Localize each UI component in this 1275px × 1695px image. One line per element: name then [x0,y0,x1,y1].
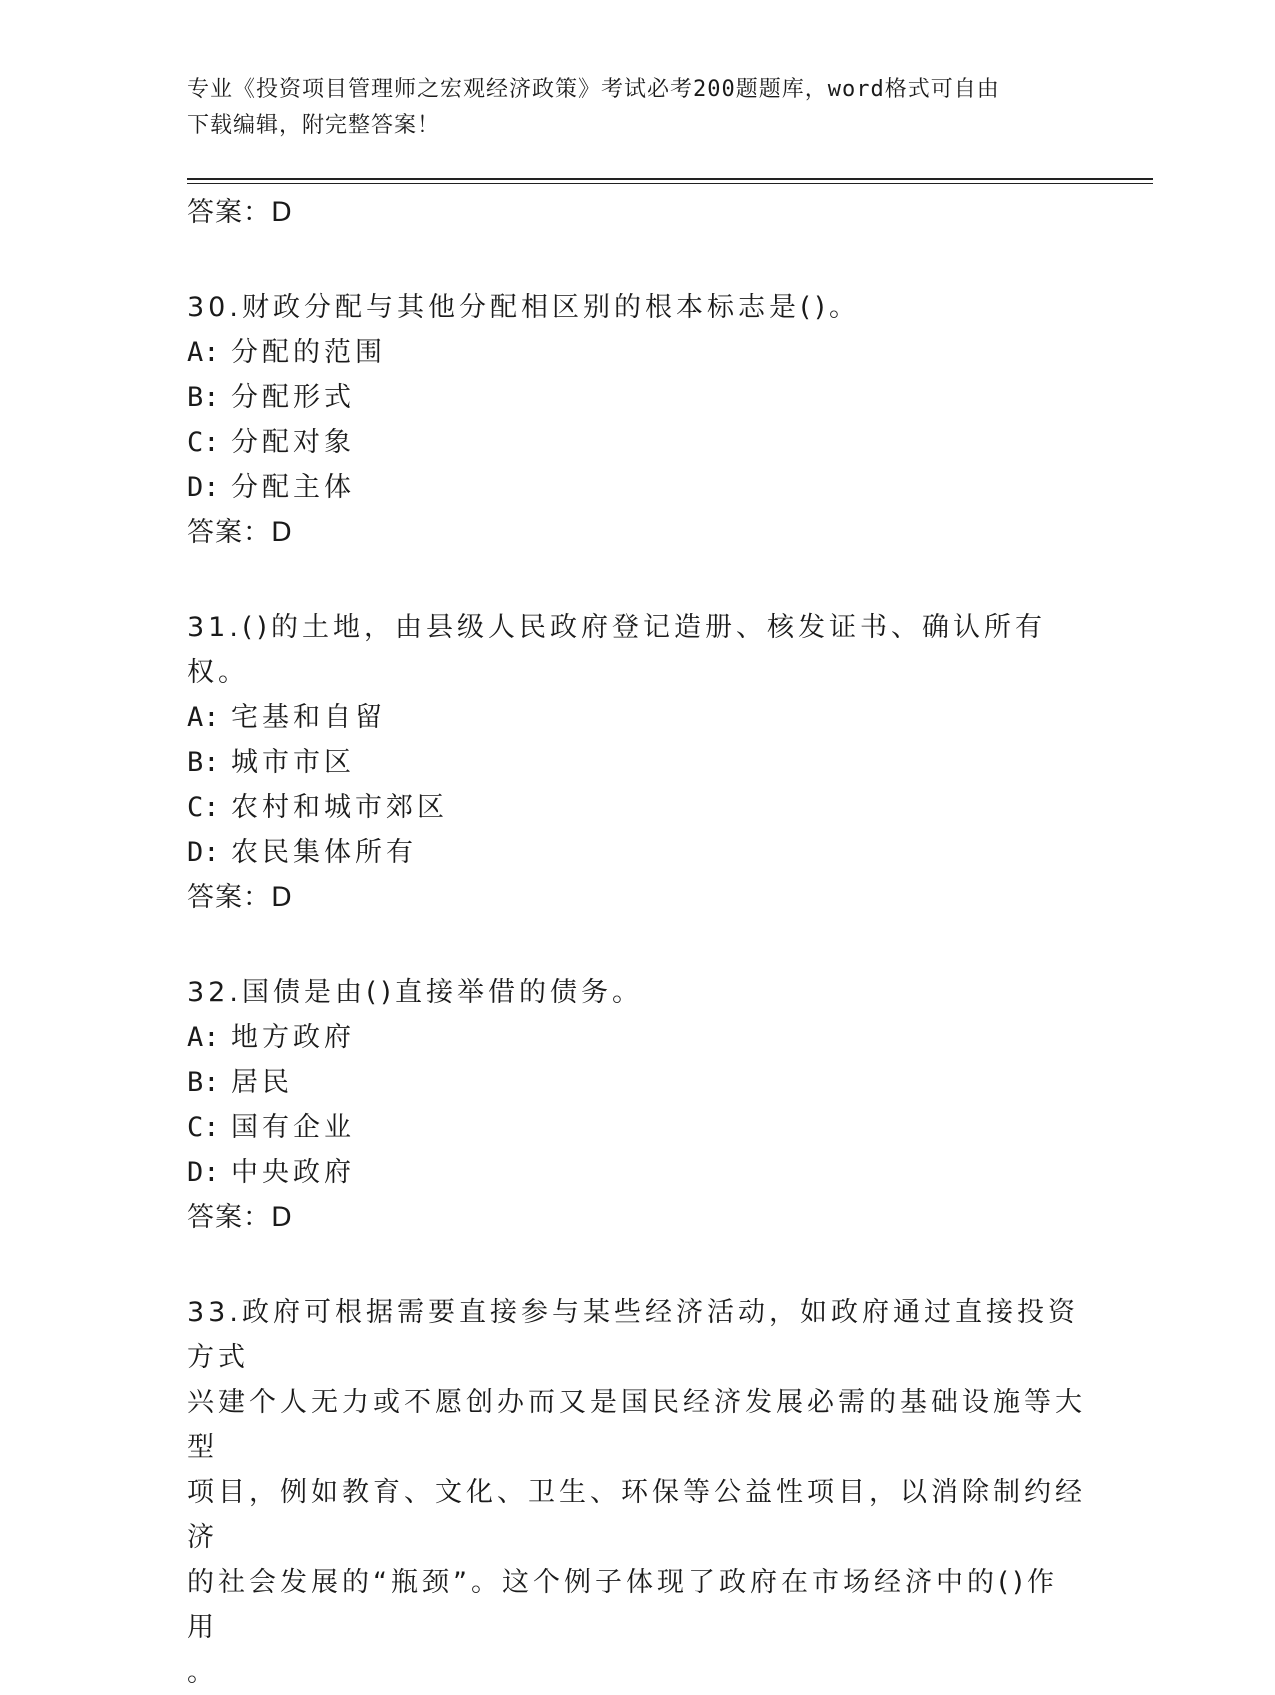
option-key: C: [187,792,220,823]
question-30 [187,285,1087,556]
option-key: B: [187,382,220,413]
option-a [187,330,1087,375]
option-text: 宅基和自留 [231,702,386,733]
header-divider-thin [187,183,1153,184]
option-text: 城市市区 [231,747,355,778]
option-text: 分配形式 [231,382,355,413]
option-text: 中央政府 [231,1157,355,1188]
option-key: B: [187,1067,220,1098]
option-b [187,1060,1087,1105]
option-text: 地方政府 [231,1022,355,1053]
question-33 [187,1290,1087,1695]
option-text: 分配的范围 [231,337,386,368]
question-31 [187,605,1087,921]
header-divider-thick [187,178,1153,180]
option-key: B: [187,747,220,778]
question-text-line-1: 33.政府可根据需要直接参与某些经济活动，如政府通过直接投资方式 [187,1297,1079,1373]
option-c [187,420,1087,465]
question-text-line-2: 兴建个人无力或不愿创办而又是国民经济发展必需的基础设施等大型 [187,1387,1086,1463]
option-a [187,1015,1087,1060]
header-line-1: 专业《投资项目管理师之宏观经济政策》考试必考200题题库，word格式可自由 [187,77,1000,102]
question-text-line-5: 。 [187,1657,218,1688]
answer-line: 答案：D [187,197,293,228]
option-text: 居民 [231,1067,293,1098]
option-text: 国有企业 [231,1112,355,1143]
option-key: A: [187,702,220,733]
answer-line: 答案：D [187,882,293,913]
option-key: C: [187,427,220,458]
question-32 [187,970,1087,1241]
header-line-2: 下载编辑，附完整答案！ [187,113,441,138]
option-a [187,695,1087,740]
option-c [187,785,1087,830]
option-key: A: [187,337,220,368]
option-d [187,465,1087,510]
option-key: A: [187,1022,220,1053]
option-text: 分配对象 [231,427,355,458]
option-d [187,830,1087,875]
option-text: 农民集体所有 [231,837,417,868]
question-text-line-4: 的社会发展的“瓶颈”。这个例子体现了政府在市场经济中的()作用 [187,1567,1059,1643]
option-b [187,375,1087,420]
question-text: 31.()的土地，由县级人民政府登记造册、核发证书、确认所有权。 [187,612,1047,688]
question-text: 30.财政分配与其他分配相区别的根本标志是()。 [187,292,861,323]
document-header [187,72,1067,144]
option-key: D: [187,837,220,868]
option-key: D: [187,1157,220,1188]
option-d [187,1150,1087,1195]
document-body [187,190,1087,1695]
question-text-line-3: 项目，例如教育、文化、卫生、环保等公益性项目，以消除制约经济 [187,1477,1086,1553]
answer-line: 答案：D [187,1202,293,1233]
option-text: 分配主体 [231,472,355,503]
question-text: 32.国债是由()直接举借的债务。 [187,977,644,1008]
option-c [187,1105,1087,1150]
option-key: C: [187,1112,220,1143]
option-b [187,740,1087,785]
option-text: 农村和城市郊区 [231,792,448,823]
option-key: D: [187,472,220,503]
answer-line: 答案：D [187,517,293,548]
